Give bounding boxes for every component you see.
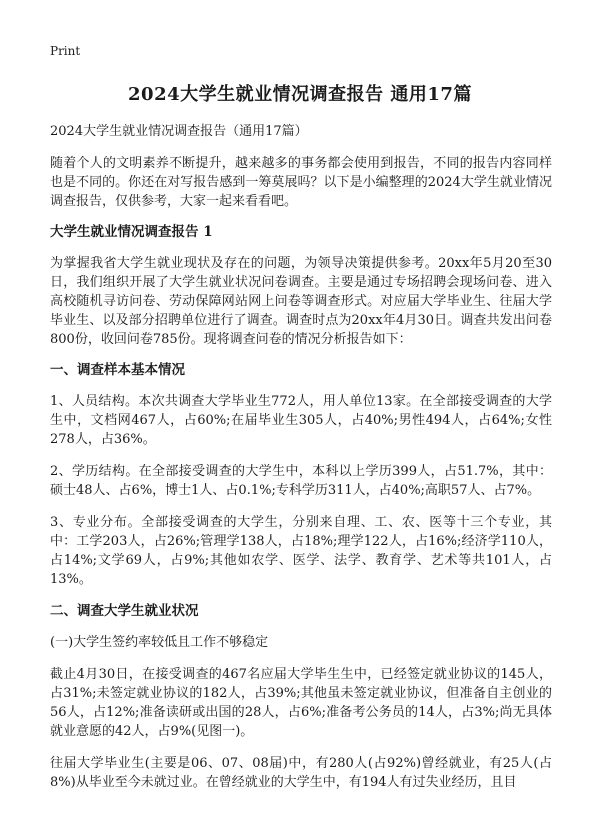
item-education-structure: 2、学历结构。在全部接受调查的大学生中，本科以上学历399人，占51.7%，其中：硕士48人、占6%，博士1人、占0.1%;专科学历311人，占40%;高职57人、占7%。 (50, 464, 552, 498)
item-personnel-structure: 1、人员结构。本次共调查大学毕业生772人，用人单位13家。在全部接受调查的大学生中，文档网467人，占60%;在届毕业生305人，占40%;男性494人，占64%;女性278人，占36%。 (50, 394, 552, 447)
heading-survey-sample: 一、调查样本基本情况 (50, 362, 185, 378)
section-intro-paragraph: 为掌握我省大学生就业现状及存在的问题，为领导决策提供参考。20xx年5月20至30日，我们组织开展了大学生就业状况问卷调查。主要是通过专场招聘会现场问卷、进入高校随机寻访问卷、劳动保障网站网上问卷等调查形式。对应届大学毕业生、往届大学毕业生、以及部分招聘单位进行了调查。调查时点为20xx年4月30日。调查共发出问卷800份，收回问卷785份。现将调查问卷的情况分析报告如下： (50, 256, 552, 347)
paragraph-past-graduates: 往届大学毕业生(主要是06、07、08届)中，有280人(占92%)曾经就业，有25人(占8%)从毕业至今未就过业。在曾经就业的大学生中，有194人有过失业经历，且目 (50, 756, 552, 790)
heading-employment-status: 二、调查大学生就业状况 (50, 603, 199, 619)
item-major-distribution: 3、专业分布。全部接受调查的大学生，分别来自理、工、农、医等十三个专业，其中：工学203人，占26%;管理学138人，占18%;理学122人，占16%;经济学110人，占14%;文学69人，占9%;其他如农学、医学、法学、教育学、艺术等共101人，占13%。 (50, 515, 552, 587)
section-heading: 大学生就业情况调查报告 1 (50, 224, 213, 240)
print-link[interactable]: Print (50, 44, 81, 58)
paragraph-signing-stats: 截止4月30日，在接受调查的467名应届大学毕生生中，已经签定就业协议的145人，占31%;未签定就业协议的182人，占39%;其他虽未签定就业协议，但准备自主创业的56人，占12%;准备读研或出国的28人，占6%;准备考公务员的14人，占3%;尚无具体就业意愿的42人，占9%(见图一)。 (50, 667, 552, 739)
document-subtitle: 2024大学生就业情况调查报告（通用17篇） (50, 124, 308, 139)
document-title: 2024大学生就业情况调查报告 通用17篇 (128, 84, 472, 105)
document-body (50, 122, 552, 805)
sub-heading-signing-rate: (一)大学生签约率较低且工作不够稳定 (50, 635, 269, 650)
intro-paragraph: 随着个人的文明素养不断提升，越来越多的事务都会使用到报告，不同的报告内容同样也是不同的。你还在对写报告感到一筹莫展吗？以下是小编整理的2024大学生就业情况调查报告，仅供参考，大家一起来看看吧。 (50, 156, 552, 209)
